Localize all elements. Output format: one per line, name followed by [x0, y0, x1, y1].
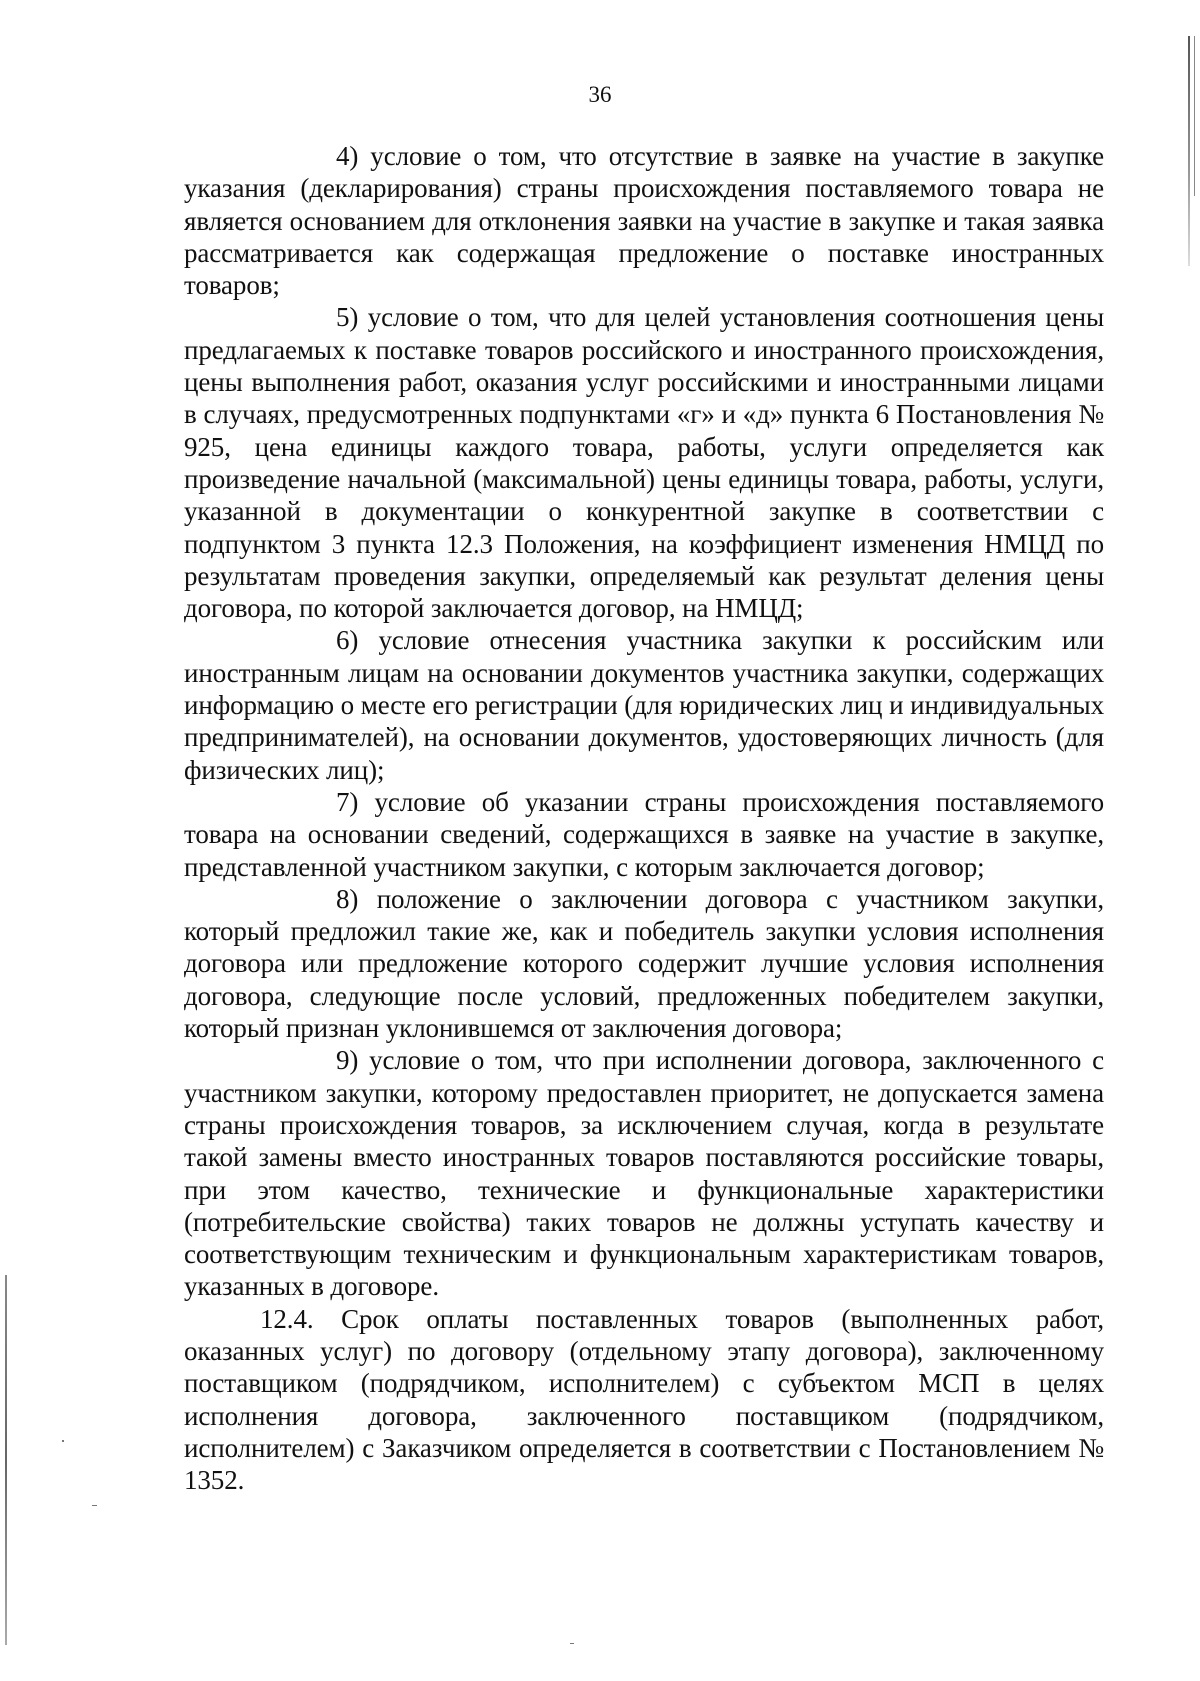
paragraph-item-9 [184, 1044, 1104, 1302]
paragraph-text: условие о том, что при исполнении договора, заключенного с участником закупки, которому предоставлен приоритет, не допускается замена страны происхождения товаров, за исключением случая, когда в результате такой замены вместо иностранных товаров поставляются российские товары, при этом качество, технические и функциональные характеристики (потребительские свойства) таких товаров не должны уступать качеству и соответствующим техническим и функциональным характеристикам товаров, указанных в договоре. [184, 1045, 1104, 1302]
document-body [184, 140, 1104, 1496]
paragraph-item-7 [184, 786, 1104, 883]
scan-speck [92, 1505, 97, 1506]
item-number: 5) [336, 302, 359, 333]
paragraph-item-5 [184, 301, 1104, 624]
item-number: 8) [336, 883, 359, 914]
paragraph-item-8 [184, 883, 1104, 1044]
scan-edge-left [5, 1275, 7, 1645]
page-number: 36 [588, 82, 612, 107]
item-number: 9) [336, 1045, 359, 1076]
scan-speck [62, 1440, 64, 1442]
paragraph-item-4 [184, 140, 1104, 301]
paragraph-text: положение о заключении договора с участником закупки, который предложил такие же, как и победитель закупки условия исполнения договора или предложение которого содержит лучшие условия исполнения договора, следующие после условий, предложенных победителем закупки, который признан уклонившемся от заключения договора; [184, 883, 1104, 1044]
scan-edge-right [1188, 36, 1190, 266]
paragraph-text: условие отнесения участника закупки к российским или иностранным лицам на основании документов участника закупки, содержащих информацию о месте его регистрации (для юридических лиц и индивидуальных предпринимателей), на основании документов, удостоверяющих личность (для физических лиц); [184, 625, 1105, 785]
section-number: 12.4. [260, 1303, 314, 1334]
paragraph-text: условие о том, что для целей установления соотношения цены предлагаемых к поставке товаров российского и иностранного происхождения, цены выполнения работ, оказания услуг российскими и иностранными лицами в случаях, предусмотренных подпунктами «г» и «д» пункта 6 Постановления № 925, цена единицы каждого товара, работы, услуги определяется как произведение начальной (максимальной) цены единицы товара, работы, услуги, указанной в документации о конкурентной закупке в соответствии с подпунктом 3 пункта 12.3 Положения, на коэффициент изменения НМЦД по результатам проведения закупки, определяемый как результат деления цены договора, по которой заключается договор, на НМЦД; [184, 302, 1104, 624]
paragraph-item-6 [184, 624, 1104, 785]
paragraph-text: условие о том, что отсутствие в заявке на участие в закупке указания (декларирования) страны происхождения поставляемого товара не является основанием для отклонения заявки на участие в закупке и такая заявка рассматривается как содержащая предложение о поставке иностранных товаров; [184, 141, 1104, 301]
paragraph-text: Срок оплаты поставленных товаров (выполненных работ, оказанных услуг) по договору (отдельному этапу договора), заключенному поставщиком (подрядчиком, исполнителем) с субъектом МСП в целях исполнения договора, заключенного поставщиком (подрядчиком, исполнителем) с Заказчиком определяется в соответствии с Постановлением № 1352. [184, 1303, 1104, 1496]
scan-speck [570, 1643, 574, 1644]
item-number: 6) [336, 625, 359, 656]
paragraph-text: условие об указании страны происхождения поставляемого товара на основании сведений, содержащихся в заявке на участие в закупке, представленной участником закупки, с которым заключается договор; [184, 786, 1104, 882]
paragraph-section-12-4 [184, 1303, 1104, 1497]
scan-edge-right-thin [1194, 36, 1195, 196]
item-number: 4) [336, 141, 359, 171]
item-number: 7) [336, 786, 359, 817]
